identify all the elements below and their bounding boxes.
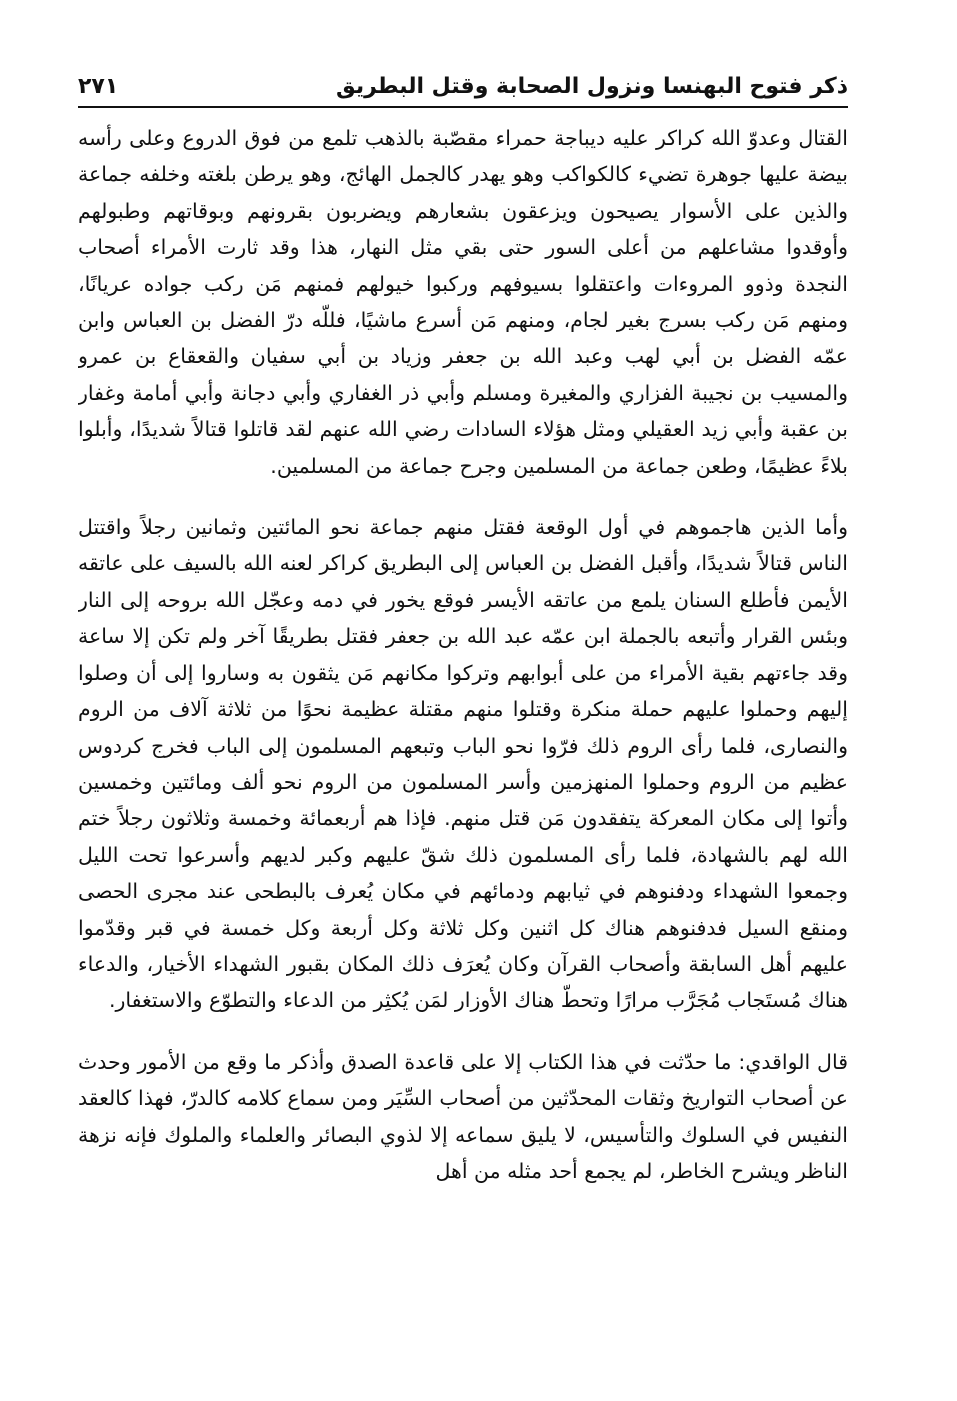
paragraph: القتال وعدوّ الله كراكر عليه ديباجة حمراء مقصّبة بالذهب تلمع من فوق الدروع وعلى رأسه بيضة عليها جوهرة تضيء كالكواكب وهو يهدر كالجمل الهائج، وهو يرطن بلغته وخلفه جماعة والذين على الأسوار يصيحون ويزعقون بشعارهم ويضربون بقرونهم وبوقاتهم وطبولهم وأوقدوا مشاعلهم من أعلى السور حتى بقي مثل النهار، هذا وقد ثارت الأمراء أصحاب النجدة وذوو المروءات واعتقلوا بسيوفهم وركبوا خيولهم فمنهم مَن ركب جواده عريانًا، ومنهم مَن ركب بسرج بغير لجام، ومنهم مَن أسرع ماشيًا، فللّه درّ الفضل بن العباس وابن عمّه الفضل بن أبي لهب وعبد الله بن جعفر وزياد بن أبي سفيان والقعقاع بن عمرو والمسيب بن نجيبة الفزاري والمغيرة ومسلم وأبي ذر الغفاري وأبي دجانة وأبي أمامة وغفار بن عقبة وأبي زيد العقيلي ومثل هؤلاء السادات رضي الله عنهم لقد قاتلوا قتالاً شديدًا، وأبلوا بلاءً عظيمًا، وطعن جماعة من المسلمين وجرح جماعة من المسلمين.	[78, 126, 848, 478]
page-number: ٢٧١	[78, 74, 119, 99]
page-header	[78, 72, 848, 108]
paragraph: قال الواقدي: ما حدّثت في هذا الكتاب إلا على قاعدة الصدق وأذكر ما وقع من الأمور وحدث عن أصحاب التواريخ وثقات المحدّثين من أصحاب السِّيَر ومن سماع كلامه كالدرّ، فهذا كالعقد النفيس في السلوك والتأسيس، لا يليق سماعه إلا لذوي البصائر والعلماء والملوك فإنه نزهة الناظر ويشرح الخاطر، لم يجمع أحد مثله من أهل	[78, 1049, 848, 1183]
running-title: ذكر فتوح البهنسا ونزول الصحابة وقتل البطريق	[336, 74, 848, 99]
body-text	[78, 120, 848, 1189]
paragraph: وأما الذين هاجموهم في أول الوقعة فقتل منهم جماعة نحو المائتين وثمانين رجلاً واقتتل الناس قتالاً شديدًا، وأقبل الفضل بن العباس إلى البطريق كراكر لعنه الله بالسيف على عاتقه الأيمن فأطلع السنان يلمع من عاتقه الأيسر فوقع يخور في دمه وعجّل الله بروحه إلى النار وبئس القرار وأتبعه بالجملة ابن عمّه عبد الله بن جعفر فقتل بطريقًا آخر ولم تكن إلا ساعة وقد جاءتهم بقية الأمراء من على أبوابهم وتركوا مكانهم مَن يثقون به وساروا إلى أن وصلوا إليهم وحملوا عليهم حملة منكرة وقتلوا منهم مقتلة عظيمة نحوًا من ثلاثة آلاف من الروم والنصارى، فلما رأى الروم ذلك فرّوا نحو الباب وتبعهم المسلمون إلى الباب فخرج كردوس عظيم من الروم وحملوا المنهزمين وأسر المسلمون من الروم نحو ألف ومائتين وخمسين وأتوا إلى مكان المعركة يتفقدون مَن قتل منهم. فإذا هم أربعمائة وخمسة وثلاثون رجلاً ختم الله لهم بالشهادة، فلما رأى المسلمون ذلك شقّ عليهم وكبر لديهم وأسرعوا تحت الليل وجمعوا الشهداء ودفنوهم في ثيابهم ودمائهم في مكان يُعرف بالبطحى عند مجرى الحصى ومنقع السيل فدفنوهم هناك كل اثنين وكل ثلاثة وكل أربعة وكل خمسة في قبر وقدّموا عليهم أهل السابقة وأصحاب القرآن وكان يُعرَف ذلك المكان بقبور الشهداء الأخيار، والدعاء هناك مُستَجاب مُجَرَّب مرارًا وتحطّ هناك الأوزار لمَن يُكثِر من الدعاء والتطوّع والاستغفار.	[78, 515, 848, 1013]
book-page	[78, 72, 848, 1362]
